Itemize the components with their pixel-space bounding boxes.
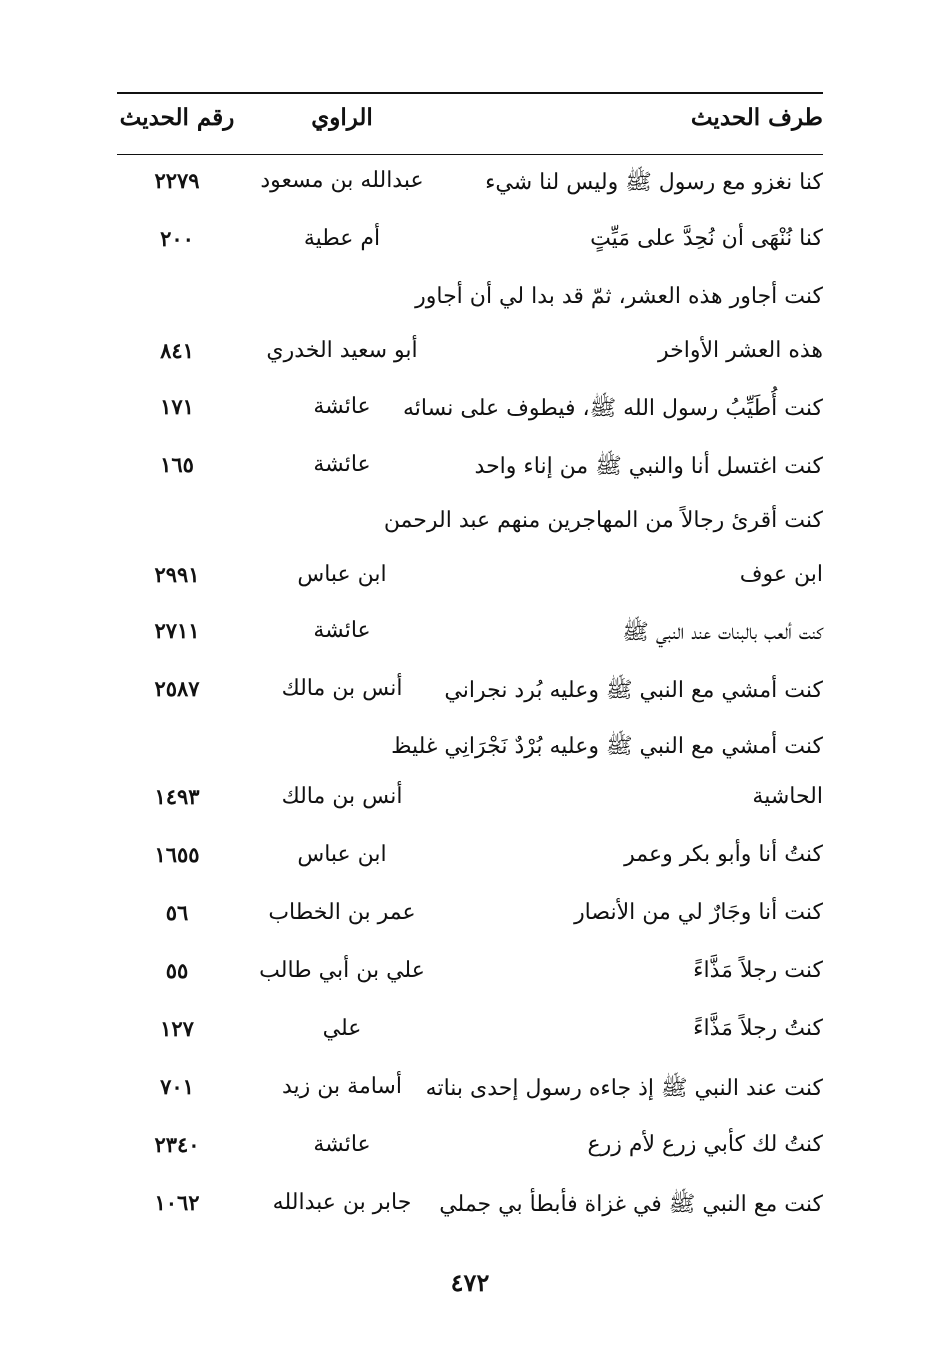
narrator: عائشة: [313, 618, 371, 643]
narrator: عمر بن الخطاب: [268, 900, 416, 925]
hadith-number: ٢٣٤٠: [154, 1132, 200, 1157]
hadith-text: كنتُ رجلاً مَذَّاءً: [693, 1016, 823, 1041]
table-row: [117, 676, 823, 734]
narrator: علي بن أبي طالب: [259, 958, 425, 983]
column-header-narrator: الراوي: [311, 104, 373, 131]
hadith-number: ٨٤١: [160, 338, 194, 363]
table-row: [117, 508, 823, 566]
hadith-number: ١٢٧: [160, 1016, 194, 1041]
hadith-text: كنت أُطَيِّبُ رسول الله ﷺ، فيطوف على نسائه: [403, 396, 823, 421]
narrator: عائشة: [313, 452, 371, 477]
hadith-number: ١٧١: [160, 394, 194, 419]
table-row: [117, 394, 823, 452]
table-row: [117, 784, 823, 842]
hadith-number: ٢٧١١: [154, 618, 200, 643]
table-row: [117, 900, 823, 958]
narrator: عبدالله بن مسعود: [260, 168, 424, 193]
hadith-number: ١٦٥٥: [154, 842, 200, 867]
hadith-number: ١٠٦٢: [154, 1190, 200, 1215]
narrator: أسامة بن زيد: [282, 1074, 402, 1099]
hadith-number: ٢٠٠: [160, 226, 194, 251]
hadith-text: كنت أمشي مع النبي ﷺ وعليه بُرد نجراني: [444, 678, 823, 703]
hadith-text: الحاشية: [752, 784, 823, 809]
hadith-text: كنت اغتسل أنا والنبي ﷺ من إناء واحد: [474, 454, 823, 479]
hadith-number: ١٤٩٣: [154, 784, 200, 809]
table-row: [117, 226, 823, 284]
hadith-text: كنت رجلاً مَذَّاءً: [693, 958, 823, 983]
hadith-text: كنت ألعب بالبنات عند النبي ﷺ: [622, 620, 823, 645]
hadith-text: كنت عند النبي ﷺ إذ جاءه رسول إحدى بناته: [425, 1076, 823, 1101]
column-header-text: طرف الحديث: [690, 104, 823, 131]
hadith-number: ٥٦: [165, 900, 189, 925]
hadith-number: ٥٥: [165, 958, 189, 983]
table-row: [117, 618, 823, 676]
hadith-text: هذه العشر الأواخر: [658, 338, 823, 363]
hadith-text: كنا نُنْهَى أن نُحِدَّ على مَيِّتٍ: [590, 226, 823, 251]
table-row: [117, 562, 823, 620]
hadith-number: ٢٥٨٧: [154, 676, 200, 701]
hadith-text: كنتُ أنا وأبو بكر وعمر: [624, 842, 823, 867]
hadith-text: ابن عوف: [739, 562, 823, 587]
narrator: عائشة: [313, 394, 371, 419]
table-header: [117, 104, 823, 144]
hadith-number: ٧٠١: [160, 1074, 194, 1099]
narrator: جابر بن عبدالله: [272, 1190, 412, 1215]
narrator: علي: [322, 1016, 362, 1041]
narrator: أنس بن مالك: [281, 784, 403, 809]
hadith-text: كنت أقرئ رجالاً من المهاجرين منهم عبد الرحمن: [383, 508, 823, 533]
page-number: ٤٧٢: [450, 1268, 490, 1297]
table-row: [117, 842, 823, 900]
narrator: أم عطية: [303, 226, 381, 251]
narrator: ابن عباس: [297, 842, 387, 867]
narrator: عائشة: [313, 1132, 371, 1157]
table-row: [117, 1074, 823, 1132]
hadith-number: ١٦٥: [160, 452, 194, 477]
narrator: أبو سعيد الخدري: [266, 338, 418, 363]
table-row: [117, 1190, 823, 1248]
hadith-text: كنا نغزو مع رسول ﷺ وليس لنا شيء: [485, 170, 823, 195]
hadith-text: كنت أجاور هذه العشر، ثمّ قد بدا لي أن أجاور: [415, 284, 823, 309]
hadith-text: كنت أمشي مع النبي ﷺ وعليه بُرْدٌ نَجْرَانِي غليظ: [391, 734, 823, 759]
table-row: [117, 452, 823, 510]
hadith-text: كنت مع النبي ﷺ في غزاة فأبطأ بي جملي: [439, 1192, 823, 1217]
table-row: [117, 958, 823, 1016]
table-row: [117, 732, 823, 790]
table-row: [117, 338, 823, 396]
top-rule: [117, 92, 823, 94]
hadith-text: كنت أنا وجَارٌ لي من الأنصار: [574, 900, 823, 925]
hadith-number: ٢٢٧٩: [154, 168, 200, 193]
table-row: [117, 284, 823, 342]
hadith-text: كنتُ لك كأبي زرع لأم زرع: [587, 1132, 823, 1157]
column-header-number: رقم الحديث: [119, 104, 235, 131]
table-row: [117, 1016, 823, 1074]
header-rule: [117, 154, 823, 155]
narrator: أنس بن مالك: [281, 676, 403, 701]
table-row: [117, 1132, 823, 1190]
narrator: ابن عباس: [297, 562, 387, 587]
hadith-number: ٢٩٩١: [154, 562, 200, 587]
table-row: [117, 168, 823, 226]
